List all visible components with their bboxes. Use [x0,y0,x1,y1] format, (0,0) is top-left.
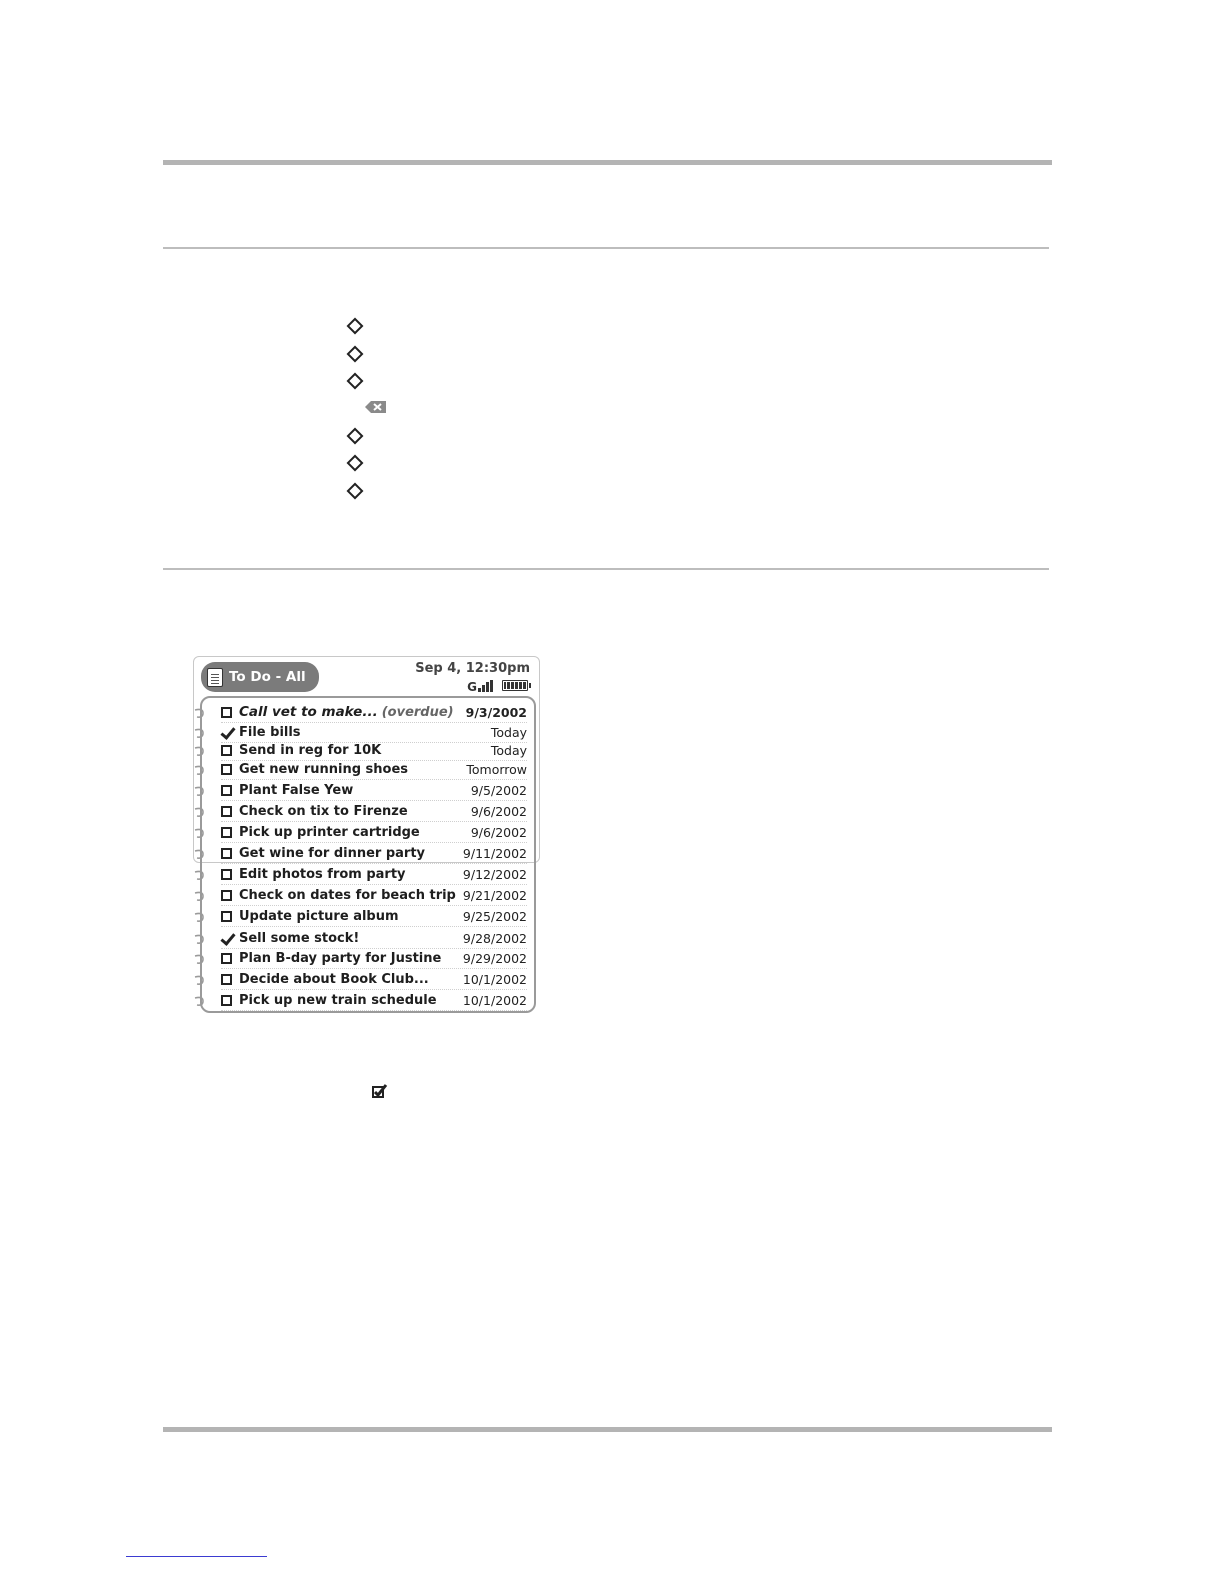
app-title-tab[interactable] [201,662,319,692]
todo-checkbox[interactable] [221,869,232,880]
binder-ring-icon [193,911,205,923]
todo-checkbox[interactable] [221,890,232,901]
status-clock: Sep 4, 12:30pm [415,661,530,676]
todo-row[interactable] [221,843,527,864]
todo-due-date: 9/12/2002 [462,866,527,882]
binder-ring-icon [193,745,205,757]
todo-task-label: Update picture album [239,908,399,924]
binder-ring-icon [193,785,205,797]
todo-checkbox[interactable] [221,764,232,775]
todo-row[interactable] [221,990,527,1011]
binder-ring-icon [193,995,205,1007]
overdue-label: (overdue) [381,704,454,720]
todo-due-date: 10/1/2002 [462,992,527,1008]
binder-ring-icon [193,974,205,986]
section-rule-middle [163,568,1049,570]
todo-row[interactable] [221,801,527,822]
diamond-bullet-icon [345,371,363,389]
todo-screenshot [193,656,540,1016]
todo-checkbox[interactable] [221,827,232,838]
footer-rule [163,1427,1052,1432]
todo-task-label: Call vet to make... [239,704,378,720]
todo-checkbox[interactable] [221,785,232,796]
todo-row[interactable] [221,885,527,906]
app-title: To Do - All [229,669,306,685]
todo-task-label: Plant False Yew [239,782,354,798]
header-rule [163,160,1052,165]
battery-icon [502,680,528,691]
binder-ring-icon [193,827,205,839]
todo-due-date: 9/5/2002 [470,782,527,798]
section-rule-top [163,247,1049,249]
todo-checkbox[interactable] [221,806,232,817]
binder-ring-icon [193,806,205,818]
todo-due-date: 10/1/2002 [462,971,527,987]
signal-strength-icon [478,680,494,692]
todo-task-label: Get new running shoes [239,761,409,777]
todo-task-label: Check on dates for beach trip [239,887,456,903]
todo-checkbox-checked[interactable] [221,933,232,944]
checkmark-icon [372,1083,388,1099]
todo-row[interactable] [221,969,527,990]
diamond-bullet-icon [345,344,363,362]
notepad-icon [207,668,223,687]
binder-ring-icon [193,707,205,719]
todo-checkbox[interactable] [221,707,232,718]
todo-row[interactable] [221,702,527,723]
todo-checkbox[interactable] [221,848,232,859]
diamond-bullet-icon [345,426,363,444]
binder-ring-icon [193,933,205,945]
todo-row[interactable] [221,948,527,969]
binder-ring-icon [193,848,205,860]
diamond-bullet-icon [345,316,363,334]
todo-checkbox[interactable] [221,995,232,1006]
diamond-bullet-icon [345,453,363,471]
todo-due-date: 9/21/2002 [462,887,527,903]
todo-checkbox[interactable] [221,953,232,964]
todo-task-label: Pick up printer cartridge [239,824,420,840]
todo-checkbox[interactable] [221,911,232,922]
todo-task-label: Plan B-day party for Justine [239,950,442,966]
todo-row[interactable] [221,822,527,843]
todo-task-label: Pick up new train schedule [239,992,437,1008]
binder-ring-icon [193,869,205,881]
todo-due-date: 9/3/2002 [465,704,527,720]
todo-task-label: File bills [239,724,301,740]
todo-due-date: 9/6/2002 [470,803,527,819]
todo-task-label: Get wine for dinner party [239,845,426,861]
binder-ring-icon [193,890,205,902]
binder-ring-icon [193,727,205,739]
diamond-bullet-icon [345,481,363,499]
todo-task-label: Send in reg for 10K [239,742,382,758]
todo-row[interactable] [221,906,527,927]
back-key-icon [363,400,387,414]
todo-row[interactable] [221,928,527,949]
todo-row[interactable] [221,740,527,761]
todo-due-date: Today [490,724,527,740]
todo-task-label: Sell some stock! [239,930,360,946]
todo-due-date: 9/11/2002 [462,845,527,861]
binder-ring-icon [193,764,205,776]
todo-task-label: Edit photos from party [239,866,406,882]
binder-ring-icon [193,953,205,965]
todo-row[interactable] [221,780,527,801]
todo-row[interactable] [221,759,527,780]
todo-due-date: 9/25/2002 [462,908,527,924]
todo-checkbox[interactable] [221,974,232,985]
network-icon: G [467,680,476,694]
todo-task-label: Decide about Book Club... [239,971,429,987]
todo-checkbox[interactable] [221,745,232,756]
todo-due-date: 9/6/2002 [470,824,527,840]
todo-checkbox-checked[interactable] [221,727,232,738]
todo-task-label: Check on tix to Firenze [239,803,408,819]
footer-link-underline[interactable] [126,1556,267,1557]
todo-due-date: 9/29/2002 [462,950,527,966]
todo-row[interactable] [221,864,527,885]
todo-due-date: Tomorrow [466,761,527,777]
todo-due-date: 9/28/2002 [462,930,527,946]
todo-due-date: Today [490,742,527,758]
